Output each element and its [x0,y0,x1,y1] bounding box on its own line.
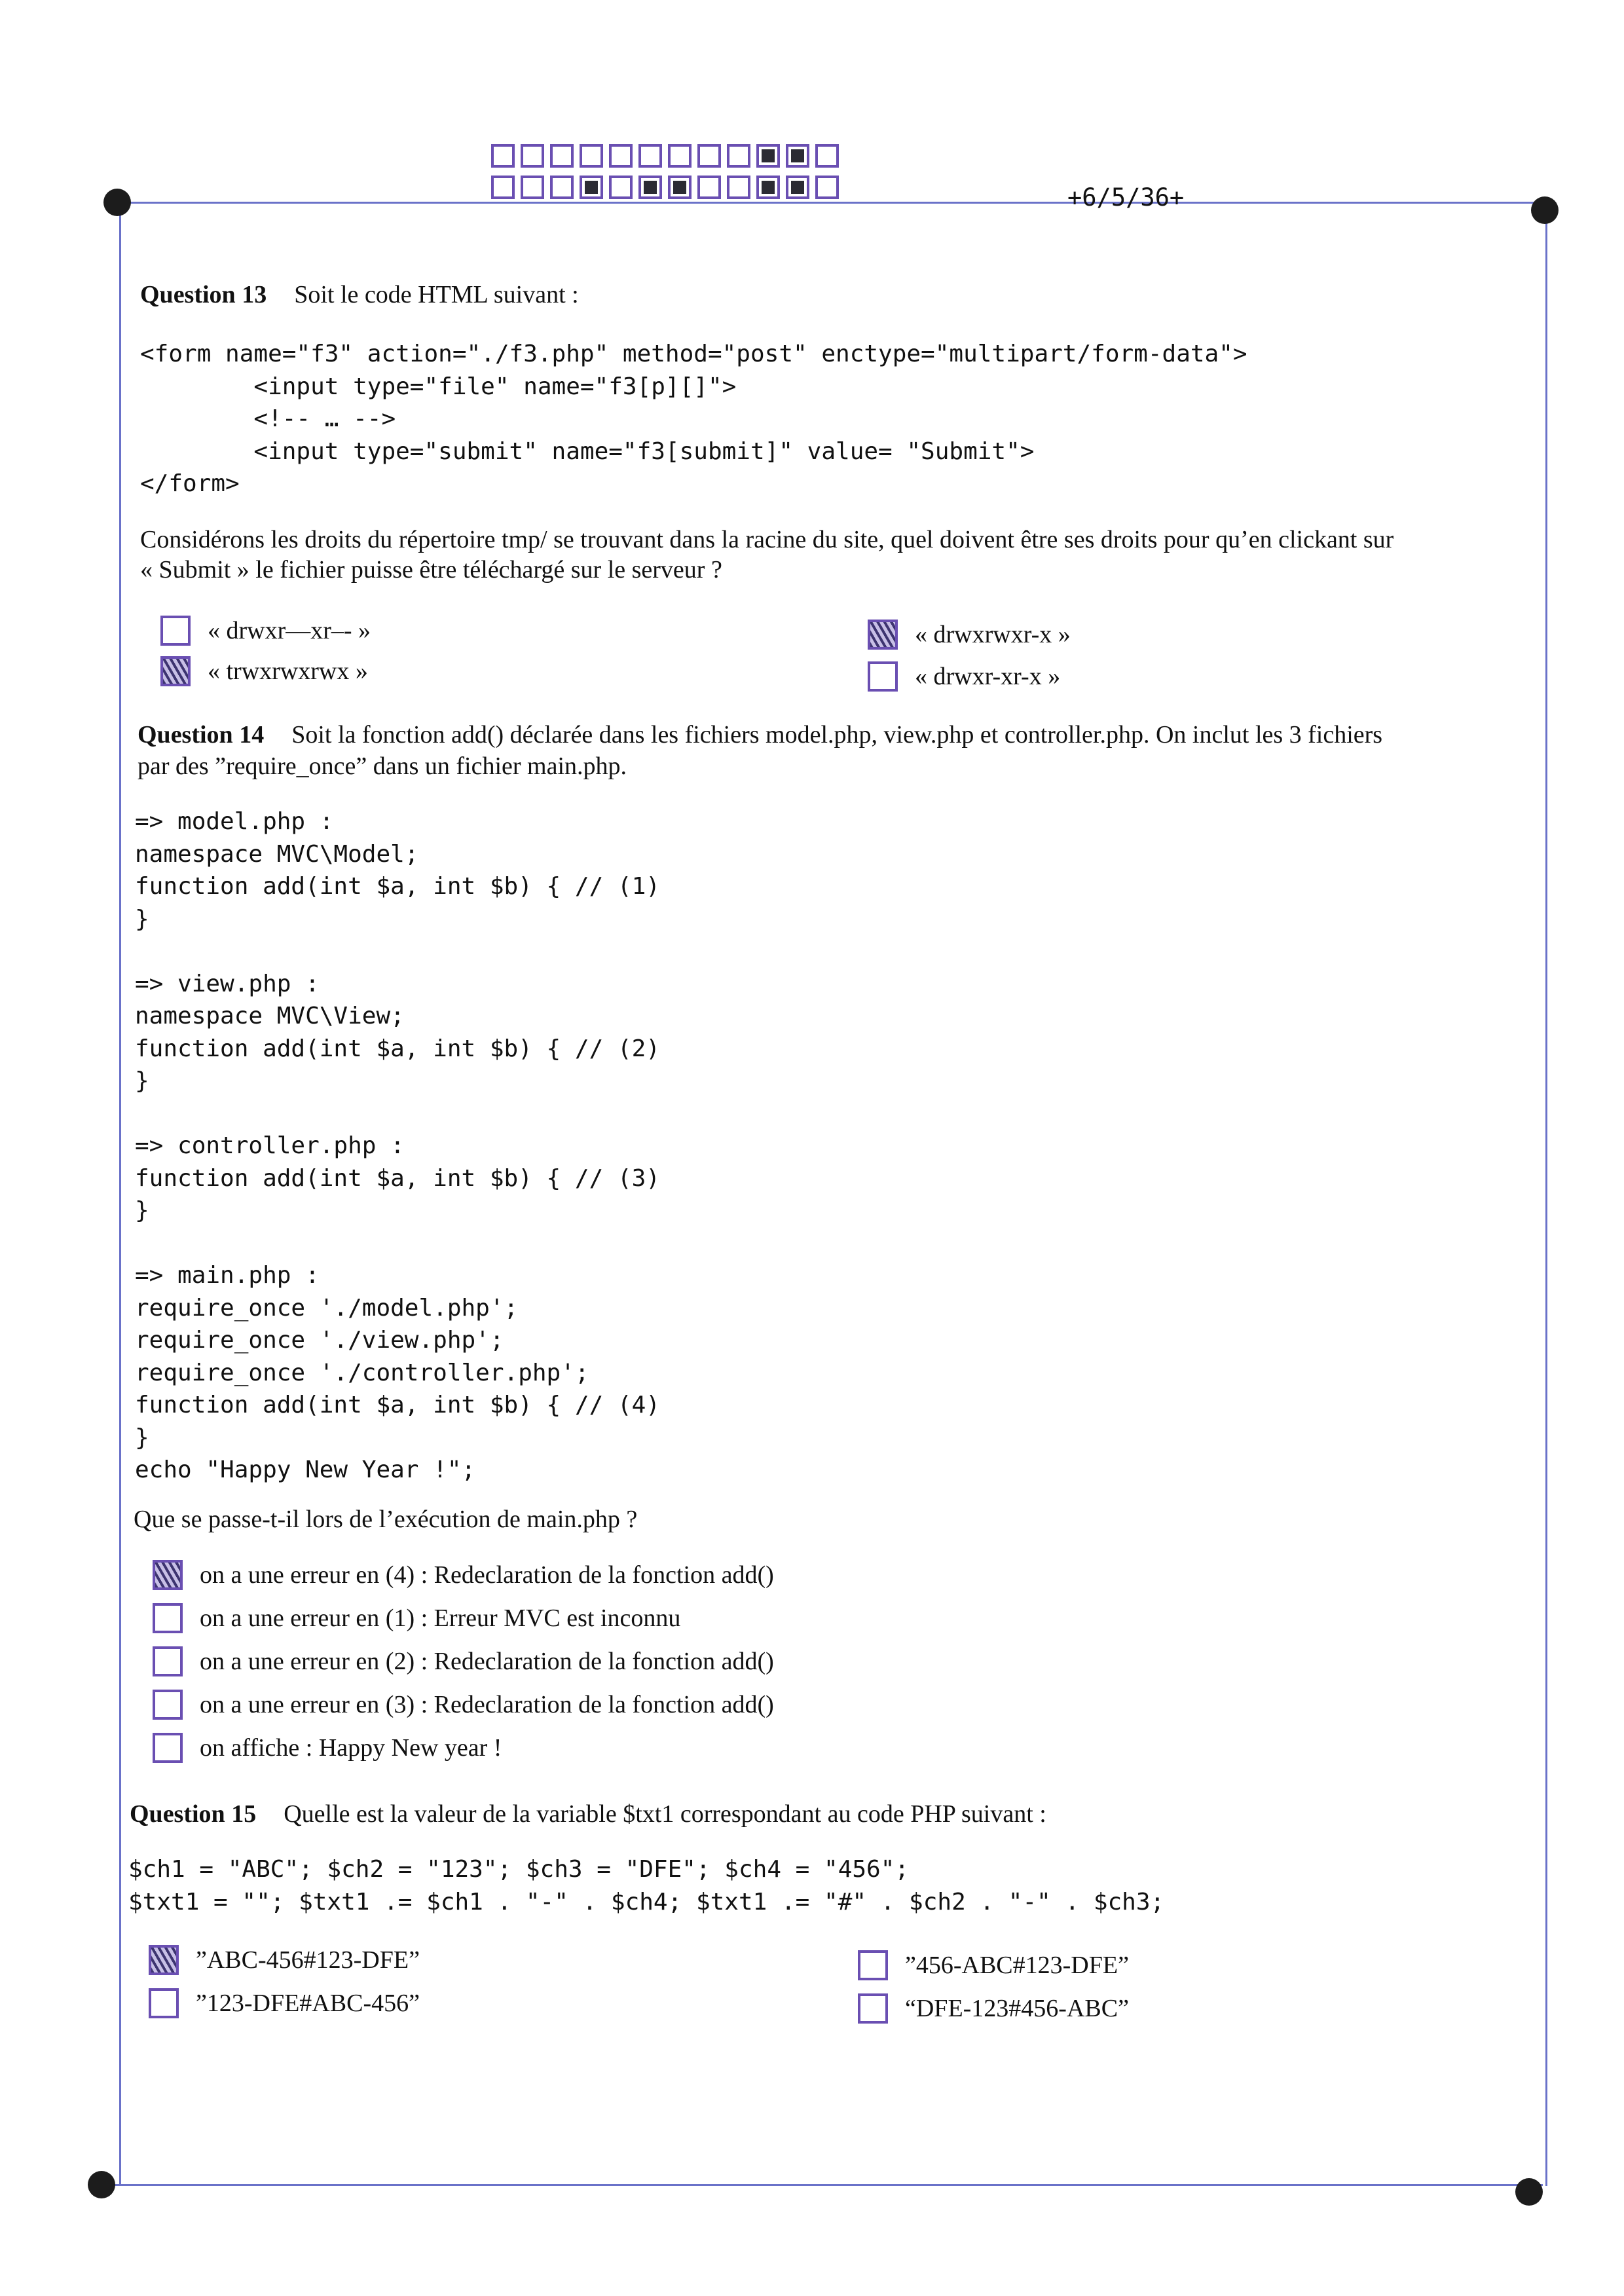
option-label: on a une erreur en (1) : Erreur MVC est inconnu [200,1604,681,1632]
question-15-title [130,1798,1046,1830]
q14-option-3[interactable] [153,1645,774,1678]
frame-top-line [121,202,1545,204]
page-reference: +6/5/36+ [1067,183,1185,212]
code-box [815,176,839,199]
checkbox[interactable] [153,1733,183,1763]
code-box [756,144,780,168]
checkbox[interactable] [868,620,898,650]
code-box [580,144,603,168]
q15-option-3[interactable] [149,1987,420,2020]
frame-right-line [1545,202,1547,2186]
answer-sheet-code-row-2 [491,176,845,199]
option-label: on a une erreur en (4) : Redeclaration de la fonction add() [200,1561,774,1589]
option-label: « drwxrwxr-x » [915,621,1071,648]
frame-left-line [119,202,121,2186]
question-text: Soit la fonction add() déclarée dans les fichiers model.php, view.php et controller.php. On inclut les 3 fichiers [291,721,1383,749]
code-box [668,176,692,199]
option-label: ”ABC-456#123-DFE” [196,1946,420,1974]
question-13-text-line-2: « Submit » le fichier puisse être téléchargé sur le serveur ? [140,556,722,583]
code-box [550,144,574,168]
code-box [815,144,839,168]
question-number: Question 15 [130,1800,257,1828]
checkbox[interactable] [858,1993,888,2024]
option-label: ”123-DFE#ABC-456” [196,1990,420,2017]
code-box [786,144,809,168]
corner-dot-bottom-right [1515,2178,1543,2206]
question-14-title [138,719,1382,750]
checkbox[interactable] [160,616,191,646]
option-label: “DFE-123#456-ABC” [905,1995,1129,2022]
code-box [786,176,809,199]
q13-option-1[interactable] [160,614,371,647]
question-14-question: Que se passe-t-il lors de l’exécution de main.php ? [134,1506,638,1533]
question-13-title [140,279,579,310]
frame-bottom-line [102,2184,1543,2186]
corner-dot-bottom-left [88,2171,115,2198]
question-13-code: <form name="f3" action="./f3.php" method="post" enctype="multipart/form-data"> <input type="file" name="f3[p][]"> <!-- … --> <input type="submit" name="f3[submit]" value= "Submit"> </form> [140,341,1247,497]
code-box [491,176,515,199]
code-box [521,144,544,168]
checkbox[interactable] [149,1988,179,2018]
q13-option-2[interactable] [868,618,1071,651]
corner-dot-top-right [1531,196,1559,224]
q14-option-4[interactable] [153,1688,774,1721]
checkbox[interactable] [149,1945,179,1975]
code-box [580,176,603,199]
question-14-title-line-2: par des ”require_once” dans un fichier main.php. [138,752,627,780]
code-box [697,176,721,199]
option-label: on a une erreur en (3) : Redeclaration de la fonction add() [200,1691,774,1718]
question-text: Quelle est la valeur de la variable $txt1 correspondant au code PHP suivant : [284,1800,1046,1828]
code-box [697,144,721,168]
code-box [550,176,574,199]
code-box [727,176,750,199]
checkbox[interactable] [153,1690,183,1720]
q13-option-4[interactable] [868,660,1060,693]
code-box [491,144,515,168]
question-number: Question 14 [138,721,265,749]
question-15-code: $ch1 = "ABC"; $ch2 = "123"; $ch3 = "DFE"; $ch4 = "456"; $txt1 = ""; $txt1 .= $ch1 . "-" . $ch4; $txt1 .= "#" . $ch2 . "-" . $ch3; [128,1856,1165,1916]
checkbox[interactable] [153,1560,183,1590]
q13-option-3[interactable] [160,655,368,688]
q14-option-5[interactable] [153,1731,502,1764]
option-label: on a une erreur en (2) : Redeclaration de la fonction add() [200,1648,774,1675]
question-number: Question 13 [140,281,267,308]
checkbox[interactable] [153,1646,183,1676]
checkbox[interactable] [868,661,898,692]
q15-option-2[interactable] [858,1949,1129,1982]
code-box [756,176,780,199]
question-14-code: => model.php : namespace MVC\Model; function add(int $a, int $b) { // (1) } => view.php : namespace MVC\View; function add(int $a, int $b) { // (2) } => controller.php : function add(int $a, int $b) { // (3) } => main.php : require_once './model.php'; require_once './view.php'; require_once './controller.php'; function add(int $a, int $b) { // (4) } echo "Happy New Year !"; [135,808,660,1483]
code-box [727,144,750,168]
q15-option-1[interactable] [149,1944,420,1976]
q14-option-2[interactable] [153,1602,680,1635]
question-text: Soit le code HTML suivant : [294,281,579,308]
question-13-text-line-1: Considérons les droits du répertoire tmp/ se trouvant dans la racine du site, quel doivent être ses droits pour qu’en clickant sur [140,526,1394,553]
checkbox[interactable] [858,1950,888,1980]
corner-dot-top-left [103,189,131,216]
option-label: « drwxr-xr-x » [915,663,1061,690]
option-label: ”456-ABC#123-DFE” [905,1952,1129,1979]
code-box [638,144,662,168]
code-box [609,144,633,168]
answer-sheet-code-row-1 [491,144,845,168]
q14-option-1[interactable] [153,1559,774,1591]
option-label: « trwxrwxrwx » [208,657,368,685]
code-box [521,176,544,199]
code-box [668,144,692,168]
code-box [638,176,662,199]
code-box [609,176,633,199]
checkbox[interactable] [160,656,191,686]
q15-option-4[interactable] [858,1992,1129,2025]
checkbox[interactable] [153,1603,183,1633]
option-label: « drwxr—xr–- » [208,617,371,644]
option-label: on affiche : Happy New year ! [200,1734,502,1762]
